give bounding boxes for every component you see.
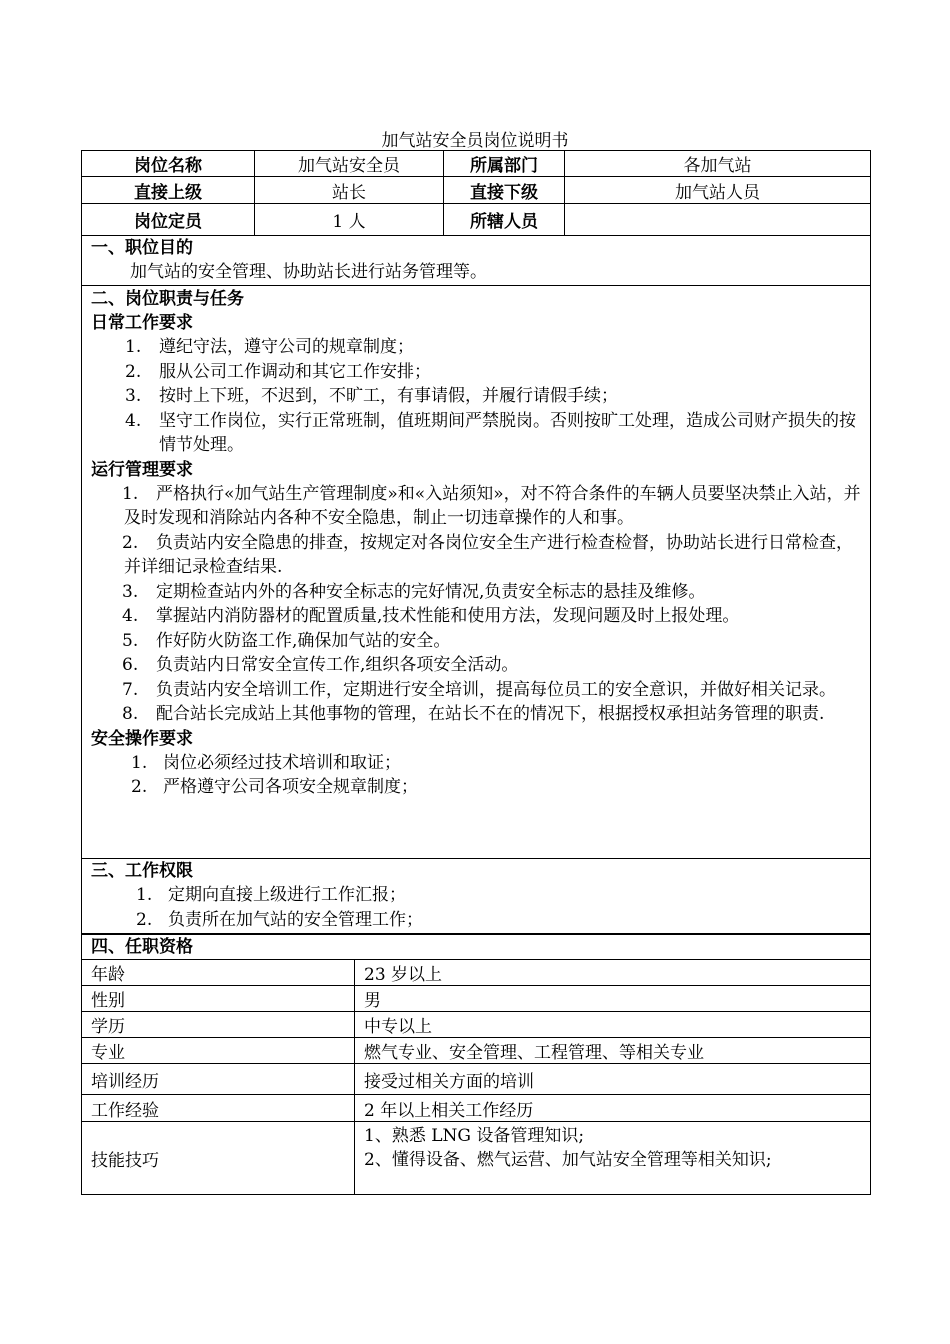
qual-key: 学历 bbox=[82, 1012, 355, 1038]
document-title: 加气站安全员岗位说明书 bbox=[381, 131, 569, 151]
item-number: 6. bbox=[122, 655, 139, 675]
item-text: 岗位必须经过技术培训和取证； bbox=[163, 752, 401, 773]
item-text: 服从公司工作调动和其它工作安排； bbox=[159, 361, 431, 382]
item-text: 严格执行«加气站生产管理制度»和«入站须知»，对不符合条件的车辆人员要坚决禁止入站，并及时发现和消除站内各种不安全隐患，制止一切违章操作的人和事。 bbox=[124, 483, 861, 528]
item-number: 1. bbox=[136, 885, 153, 905]
label-department: 所属部门 bbox=[444, 151, 565, 177]
qual-key: 年龄 bbox=[82, 960, 355, 986]
item-text: 定期向直接上级进行工作汇报； bbox=[168, 885, 406, 905]
value-subordinates bbox=[565, 204, 871, 236]
qual-value: 燃气专业、安全管理、工程管理、等相关专业 bbox=[355, 1038, 871, 1064]
item-text: 定期检查站内外的各种安全标志的完好情况,负责安全标志的悬挂及维修。 bbox=[156, 581, 706, 602]
item-text: 负责所在加气站的安全管理工作； bbox=[168, 909, 423, 930]
section-heading: 四、任职资格 bbox=[82, 935, 871, 960]
section-duties bbox=[81, 286, 871, 859]
table-row bbox=[82, 1012, 871, 1038]
label-headcount: 岗位定员 bbox=[82, 204, 255, 236]
list-item bbox=[82, 531, 870, 580]
section-purpose bbox=[81, 234, 871, 286]
item-text: 负责站内安全隐患的排查，按规定对各岗位安全生产进行检查检督，协助站长进行日常检查，并详细记录检查结果. bbox=[124, 532, 853, 577]
list-item bbox=[82, 751, 870, 776]
item-text: 按时上下班，不迟到，不旷工，有事请假，并履行请假手续； bbox=[159, 386, 618, 406]
item-text: 掌握站内消防器材的配置质量,技术性能和使用方法，发现问题及时上报处理。 bbox=[156, 606, 740, 626]
item-number: 8. bbox=[122, 704, 139, 724]
qual-key: 培训经历 bbox=[82, 1064, 355, 1095]
qual-value: 2 年以上相关工作经历 bbox=[355, 1095, 871, 1122]
qualifications-heading-row bbox=[82, 935, 871, 960]
qualifications-table bbox=[81, 934, 871, 1195]
list-item bbox=[82, 653, 870, 678]
item-number: 2. bbox=[122, 532, 139, 553]
list-item bbox=[82, 775, 870, 800]
label-position-name: 岗位名称 bbox=[82, 151, 255, 177]
list-item bbox=[82, 678, 870, 703]
item-number: 1. bbox=[131, 752, 148, 773]
qual-value: 男 bbox=[355, 986, 871, 1012]
section-authority bbox=[81, 859, 871, 934]
list-item bbox=[82, 360, 870, 385]
item-number: 7. bbox=[122, 679, 139, 700]
list-item bbox=[82, 482, 870, 531]
qual-value-skills bbox=[355, 1122, 871, 1195]
item-text: 严格遵守公司各项安全规章制度； bbox=[163, 777, 418, 797]
table-row bbox=[82, 1095, 871, 1122]
item-number: 4. bbox=[125, 410, 142, 431]
qual-key: 性别 bbox=[82, 986, 355, 1012]
value-direct-subordinate: 加气站人员 bbox=[565, 177, 871, 204]
list-item bbox=[82, 335, 870, 360]
item-text: 遵纪守法，遵守公司的规章制度； bbox=[159, 337, 414, 357]
list-item bbox=[82, 883, 870, 908]
table-row bbox=[82, 986, 871, 1012]
skill-line: 1、熟悉 LNG 设备管理知识; bbox=[364, 1126, 585, 1146]
qual-value: 中专以上 bbox=[355, 1012, 871, 1038]
skill-line: 2、懂得设备、燃气运营、加气站安全管理等相关知识; bbox=[364, 1150, 772, 1170]
item-text: 配合站长完成站上其他事物的管理，在站长不在的情况下，根据授权承担站务管理的职责. bbox=[156, 704, 825, 724]
value-department: 各加气站 bbox=[565, 151, 871, 177]
item-number: 5. bbox=[122, 630, 139, 651]
header-row bbox=[82, 151, 871, 177]
table-row bbox=[82, 1038, 871, 1064]
item-text: 作好防火防盗工作,确保加气站的安全。 bbox=[156, 630, 451, 651]
list-item bbox=[82, 702, 870, 727]
table-row bbox=[82, 960, 871, 986]
header-row bbox=[82, 177, 871, 204]
list-item bbox=[82, 908, 870, 933]
header-table bbox=[81, 150, 871, 236]
qual-key: 技能技巧 bbox=[82, 1122, 355, 1195]
subheading-daily: 日常工作要求 bbox=[91, 313, 193, 333]
label-subordinates: 所辖人员 bbox=[444, 204, 565, 236]
item-number: 2. bbox=[125, 361, 142, 382]
qual-value: 接受过相关方面的培训 bbox=[355, 1064, 871, 1095]
item-number: 2. bbox=[131, 777, 148, 797]
list-item bbox=[82, 384, 870, 409]
value-direct-superior: 站长 bbox=[255, 177, 444, 204]
item-number: 1. bbox=[125, 337, 142, 357]
item-number: 2. bbox=[136, 909, 153, 930]
table-row bbox=[82, 1064, 871, 1095]
label-direct-superior: 直接上级 bbox=[82, 177, 255, 204]
value-headcount: 1 人 bbox=[255, 204, 444, 236]
section-heading: 一、职位目的 bbox=[91, 238, 193, 258]
purpose-text: 加气站的安全管理、协助站长进行站务管理等。 bbox=[130, 262, 487, 282]
item-text: 坚守工作岗位，实行正常班制，值班期间严禁脱岗。否则按旷工处理，造成公司财产损失的按情节处理。 bbox=[159, 410, 856, 455]
value-position-name: 加气站安全员 bbox=[255, 151, 444, 177]
subheading-operations: 运行管理要求 bbox=[91, 459, 193, 480]
item-number: 3. bbox=[125, 386, 142, 406]
item-number: 1. bbox=[122, 483, 139, 504]
header-row bbox=[82, 204, 871, 236]
item-number: 3. bbox=[122, 581, 139, 602]
item-text: 负责站内安全培训工作，定期进行安全培训，提高每位员工的安全意识，并做好相关记录。 bbox=[156, 679, 836, 700]
qual-key: 工作经验 bbox=[82, 1095, 355, 1122]
qual-value: 23 岁以上 bbox=[355, 960, 871, 986]
item-number: 4. bbox=[122, 606, 139, 626]
subheading-safety: 安全操作要求 bbox=[91, 728, 193, 749]
section-heading: 三、工作权限 bbox=[91, 861, 193, 881]
qual-key: 专业 bbox=[82, 1038, 355, 1064]
table-row bbox=[82, 1122, 871, 1195]
label-direct-subordinate: 直接下级 bbox=[444, 177, 565, 204]
item-text: 负责站内日常安全宣传工作,组织各项安全活动。 bbox=[156, 655, 519, 675]
list-item bbox=[82, 409, 870, 458]
list-item bbox=[82, 580, 870, 605]
section-heading: 二、岗位职责与任务 bbox=[91, 289, 244, 309]
list-item bbox=[82, 629, 870, 654]
list-item bbox=[82, 604, 870, 629]
